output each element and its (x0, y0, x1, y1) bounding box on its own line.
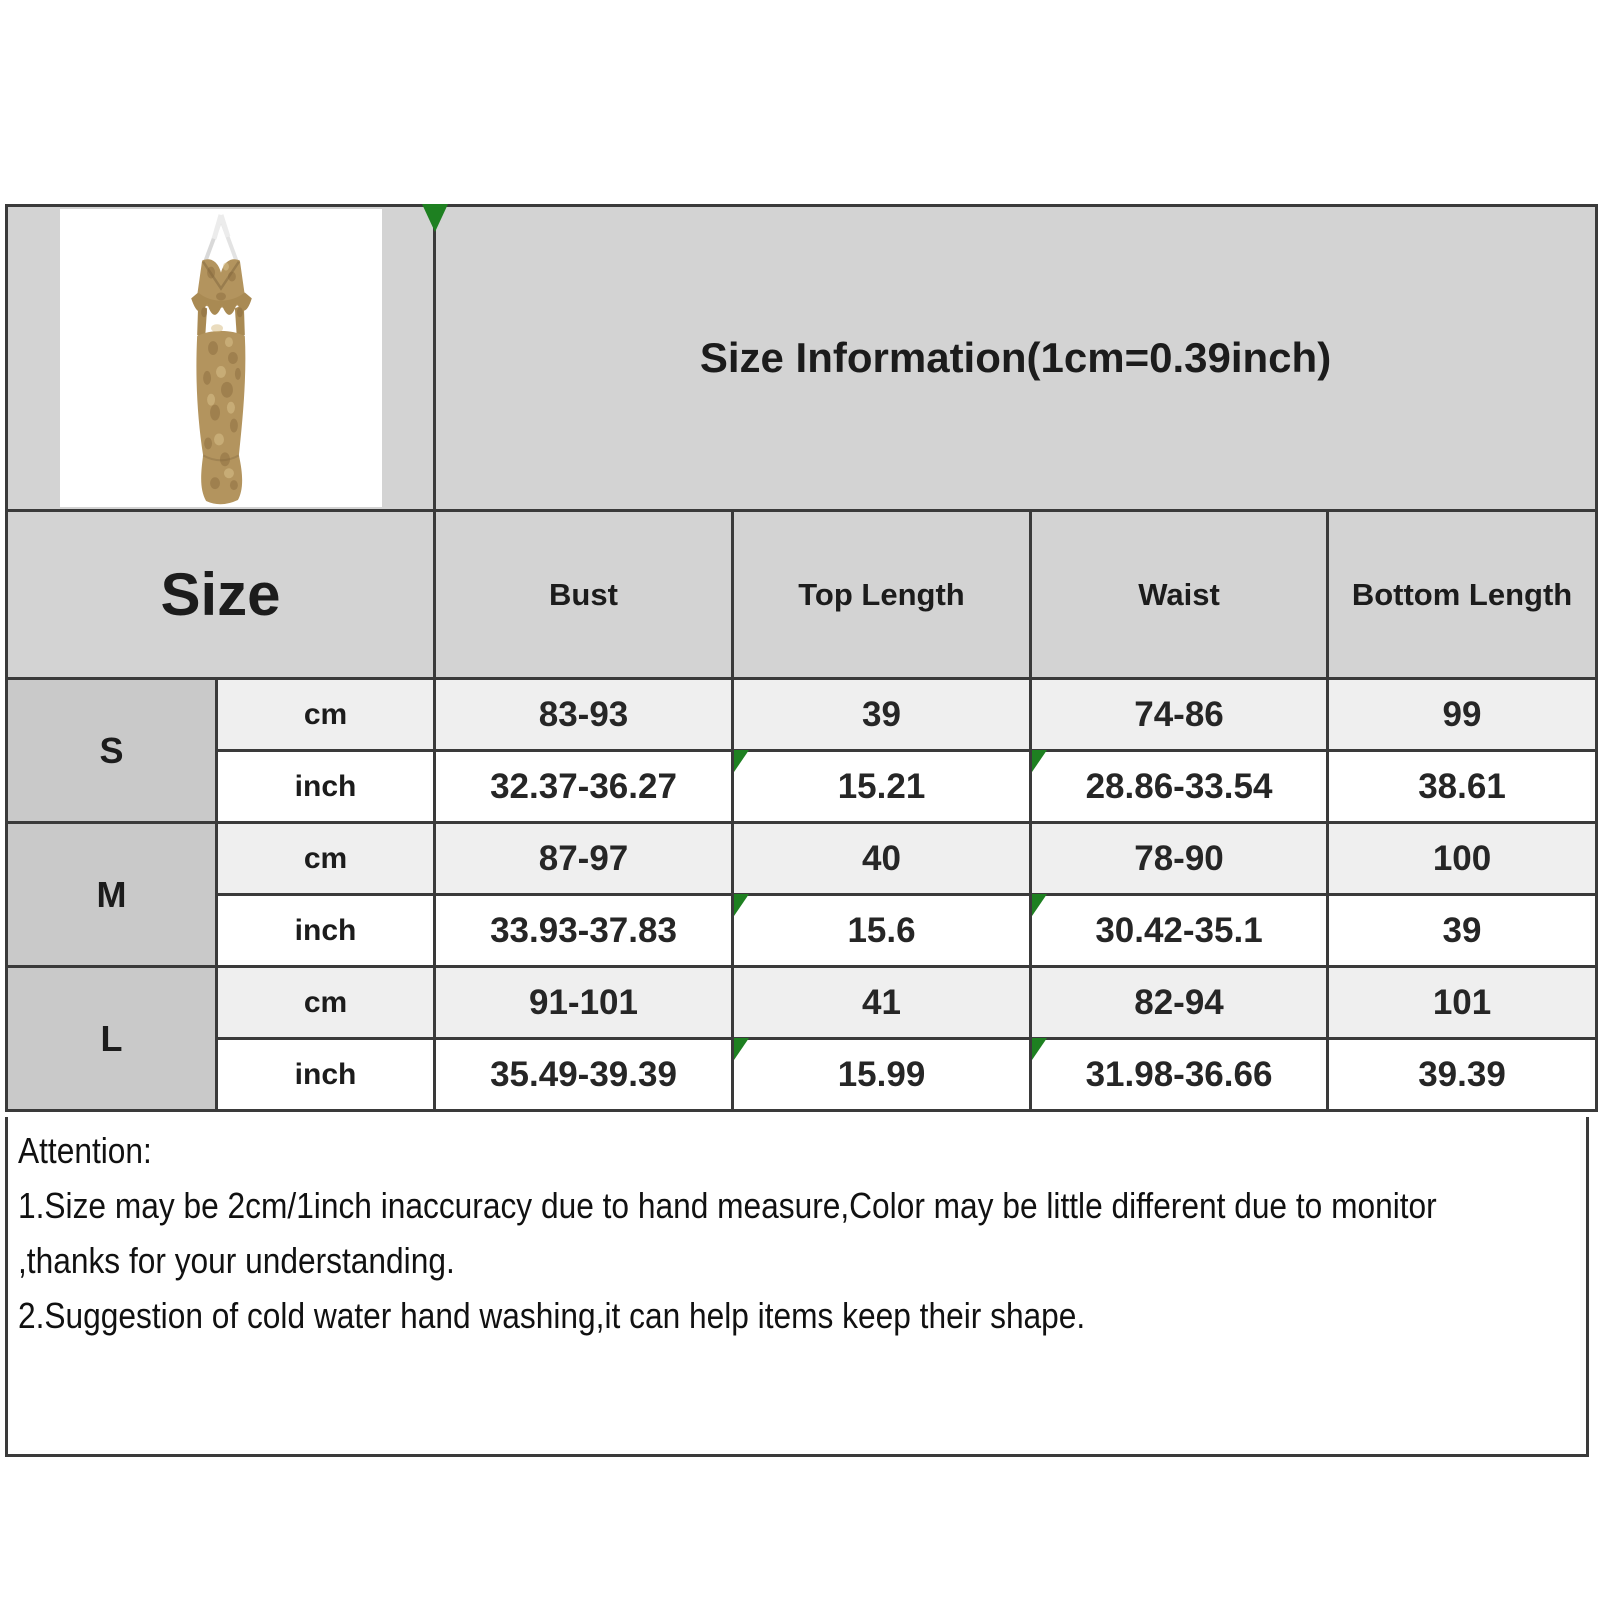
green-corner-marker-icon (1032, 1038, 1047, 1060)
cell-m-inch-bust (435, 895, 733, 967)
green-corner-marker-icon (734, 894, 749, 916)
cell-value: 15.6 (847, 910, 916, 950)
dress-illustration-icon (141, 209, 301, 507)
cell-value: 15.21 (837, 766, 926, 806)
unit-label: inch (217, 895, 435, 967)
green-corner-marker-icon (422, 204, 448, 232)
unit-label: inch (217, 1039, 435, 1111)
cell-s-cm-top-length: 39 (733, 679, 1031, 751)
table-row-l-cm (7, 967, 1597, 1039)
attention-line-1: 1.Size may be 2cm/1inch inaccuracy due to hand measure,Color may be little different due to monitor (18, 1185, 1437, 1226)
table-row-m-cm (7, 823, 1597, 895)
cell-value: 33.93-37.83 (490, 910, 677, 950)
unit-label: cm (217, 823, 435, 895)
attention-notes (5, 1117, 1589, 1457)
table-row-s-cm (7, 679, 1597, 751)
cell-value: 39.39 (1418, 1054, 1506, 1094)
cell-l-cm-bust: 91-101 (435, 967, 733, 1039)
column-header-bottom-length: Bottom Length (1328, 511, 1597, 679)
cell-s-inch-top-length (733, 751, 1031, 823)
size-label-s: S (7, 679, 217, 823)
title-cell (435, 206, 1597, 511)
green-corner-marker-icon (734, 1038, 749, 1060)
size-label-l: L (7, 967, 217, 1111)
cell-l-inch-bust (435, 1039, 733, 1111)
cell-m-cm-bottom-length: 100 (1328, 823, 1597, 895)
cell-s-cm-bottom-length: 99 (1328, 679, 1597, 751)
cell-m-inch-top-length (733, 895, 1031, 967)
cell-s-cm-bust: 83-93 (435, 679, 733, 751)
cell-l-cm-waist: 82-94 (1031, 967, 1328, 1039)
cell-s-cm-waist: 74-86 (1031, 679, 1328, 751)
cell-m-inch-waist (1031, 895, 1328, 967)
cell-l-inch-bottom-length (1328, 1039, 1597, 1111)
cell-l-cm-top-length: 41 (733, 967, 1031, 1039)
unit-label: cm (217, 679, 435, 751)
cell-value: 28.86-33.54 (1085, 766, 1273, 806)
cell-value: 15.99 (837, 1054, 926, 1094)
cell-l-inch-waist (1031, 1039, 1328, 1111)
cell-s-inch-bust (435, 751, 733, 823)
attention-line-2: ,thanks for your understanding. (18, 1240, 455, 1281)
green-corner-marker-icon (734, 750, 749, 772)
cell-value: 30.42-35.1 (1095, 910, 1263, 950)
cell-s-inch-waist (1031, 751, 1328, 823)
cell-l-inch-top-length (733, 1039, 1031, 1111)
size-corner-header: Size (7, 511, 435, 679)
table-row-l-inch (7, 1039, 1597, 1111)
column-header-top-length: Top Length (733, 511, 1031, 679)
unit-label: cm (217, 967, 435, 1039)
attention-line-3: 2.Suggestion of cold water hand washing,it can help items keep their shape. (18, 1295, 1086, 1336)
column-header-waist: Waist (1031, 511, 1328, 679)
size-table (5, 204, 1598, 1112)
cell-m-inch-bottom-length (1328, 895, 1597, 967)
size-label-m: M (7, 823, 217, 967)
cell-m-cm-top-length: 40 (733, 823, 1031, 895)
product-image (60, 209, 382, 507)
cell-value: 32.37-36.27 (490, 766, 677, 806)
green-corner-marker-icon (1032, 750, 1047, 772)
cell-value: 38.61 (1418, 766, 1506, 806)
cell-m-cm-waist: 78-90 (1031, 823, 1328, 895)
table-row-s-inch (7, 751, 1597, 823)
cell-value: 35.49-39.39 (490, 1054, 677, 1094)
table-header-row (7, 206, 1597, 511)
attention-heading: Attention: (18, 1130, 152, 1171)
table-row-m-inch (7, 895, 1597, 967)
cell-s-inch-bottom-length (1328, 751, 1597, 823)
column-header-bust: Bust (435, 511, 733, 679)
green-corner-marker-icon (1032, 894, 1047, 916)
cell-value: 31.98-36.66 (1085, 1054, 1273, 1094)
cell-l-cm-bottom-length: 101 (1328, 967, 1597, 1039)
cell-value: 39 (1442, 910, 1482, 950)
unit-label: inch (217, 751, 435, 823)
cell-m-cm-bust: 87-97 (435, 823, 733, 895)
page-title: Size Information(1cm=0.39inch) (699, 334, 1332, 381)
column-header-row (7, 511, 1597, 679)
product-image-cell (7, 206, 435, 511)
